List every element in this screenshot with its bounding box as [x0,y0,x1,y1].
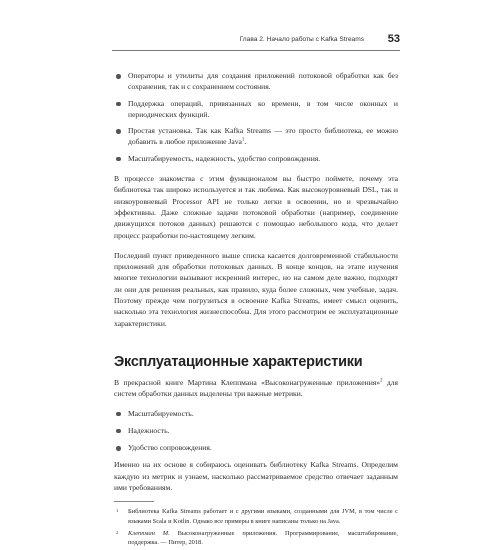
list-item [114,98,398,121]
footnote-ref[interactable]: 2 [380,378,383,384]
body-paragraph: Именно на их основе я собираюсь оценивать библиотеку Kafka Streams. Определим каждую из метрик и узнаем, насколько рассматриваемое средство отвечает заданным ими требованиям. [114,460,398,493]
page-body [114,70,398,550]
list-item-text: Поддержка операций, привязанных ко времени, в том числе оконных и периодических функций. [128,98,398,119]
list-item [114,425,398,436]
list-item-text: Масштабируемость. [128,408,194,418]
body-paragraph [114,377,398,400]
body-paragraph: Последний пункт приведенного выше списка касается долговременной стабильности приложений для обработки потоковых данных. В конце концов, на этапе изучения многие технологии вызывают искренний интерес, но на самом деле важно, подходят ли они для решения реальных, как правило, куда более сложных, чем учебные, задач. Поэтому прежде чем погрузиться в освоение Kafka Streams, имеет смысл оценить, насколько эта технология жизнеспособна. Для этого рассмотрим ее эксплуатационные характеристики. [114,250,398,328]
footnote-ref[interactable]: 1 [241,137,245,143]
list-item [114,70,398,93]
footnotes [114,507,398,547]
bullet-icon [116,157,121,162]
paragraph-text: В прекрасной книге Мартина Клеппмана «Высоконагруженные приложения» [114,377,381,387]
footnote-mark: 2 [116,529,119,535]
footnote-author: Клеппман М. [128,529,170,537]
list-item-end: . [244,137,247,147]
footnote-divider [114,501,154,502]
footnote [114,529,398,548]
list-item [114,408,398,419]
bullet-icon [116,74,121,79]
bullet-icon [116,429,121,434]
feature-list [114,70,398,164]
section-heading: Эксплуатационные характеристики [114,353,363,370]
body-paragraph: В процессе знакомства с этим функционалом вы быстро поймете, почему эта библиотека так широко используется и так любима. Как высокоуровневый DSL, так и низкоуровневый Processor API не только легки в освоении, но и чрезвычайно эффективны. Даже сложные задачи потоковой обработки (например, соединение движущихся потоков данных) решаются с помощью небольшого кода, что делает процесс разработки по-настоящему легким. [114,174,398,240]
bullet-icon [116,412,121,417]
list-item [114,125,398,148]
list-item [114,442,398,453]
running-header [112,33,400,51]
metrics-list [114,408,398,454]
bullet-icon [116,102,121,107]
header-divider [112,50,400,51]
list-item-text: Простая установка. Так как Kafka Streams — это просто библиотека, ее можно добавить в любое приложение Java [128,126,398,147]
bullet-icon [116,129,121,134]
footnote [114,507,398,526]
paragraph-text: для систем обработки данных выделены три важные метрики. [114,377,398,399]
list-item [114,153,398,164]
list-item-text: Масштабируемость, надежность, удобство сопровождения. [128,153,321,163]
list-item-text: Надежность. [128,425,170,435]
footnote-text: Высоконагруженные приложения. Программирование, масштабирование, поддержка. — Питер, 2018. [128,529,398,547]
bullet-icon [116,446,121,451]
page-number: 53 [387,33,400,45]
footnote-text: Библиотека Kafka Streams работает и с другими языками, созданными для JVM, в том числе с языками Scala и Kotlin. Однако все примеры в книге написаны только на Java. [128,508,398,525]
chapter-title: Глава 2. Начало работы с Kafka Streams [239,36,364,43]
list-item-text: Операторы и утилиты для создания приложений потоковой обработки как без сохранения, так и с сохранением состояния. [128,71,398,92]
footnote-mark: 1 [116,508,119,514]
list-item-text: Удобство сопровождения. [128,443,212,453]
